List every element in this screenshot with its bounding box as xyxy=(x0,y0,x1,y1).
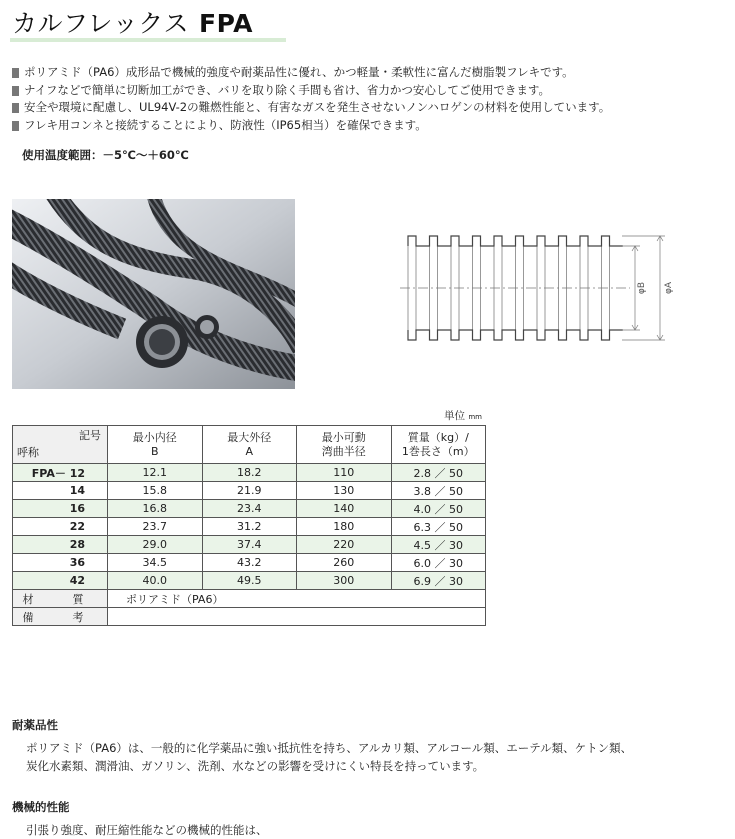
header-bend-radius: 最小可動 湾曲半径 xyxy=(297,426,392,464)
product-photo xyxy=(12,199,295,389)
table-row: 14 15.8 21.9 130 3.8 ／ 50 xyxy=(13,482,486,500)
feature-item: 安全や環境に配慮し、UL94V-2の難燃性能と、有害なガスを発生させないノンハロゲンの材料を使用しています。 xyxy=(12,99,727,117)
section-text-mechanical: 引張り強度、耐圧縮性能などの機械的性能は、 xyxy=(26,823,268,837)
feature-item: ナイフなどで簡単に切断加工ができ、バリを取り除く手間も省け、省力かつ安心してご使用できます。 xyxy=(12,82,727,100)
header-mass-length: 質量（kg）/ 1巻長さ（m） xyxy=(391,426,486,464)
cross-section-diagram xyxy=(400,222,700,354)
table-row: 36 34.5 43.2 260 6.0 ／ 30 xyxy=(13,554,486,572)
header-outer-diameter: 最大外径 A xyxy=(202,426,297,464)
corner-header: 記号 呼称 xyxy=(13,426,108,464)
spec-table xyxy=(12,425,486,626)
tube-outline xyxy=(408,236,623,246)
section-heading-chemical: 耐薬品性 xyxy=(12,718,58,732)
bullet-icon xyxy=(12,86,19,96)
table-row: 42 40.0 49.5 300 6.9 ／ 30 xyxy=(13,572,486,590)
temperature-range: 使用温度範囲：－5℃～＋60℃ xyxy=(22,148,189,162)
feature-list xyxy=(12,64,727,134)
bullet-icon xyxy=(12,68,19,78)
bullet-icon xyxy=(12,103,19,113)
remarks-row: 備 考 xyxy=(13,608,486,626)
table-row: 22 23.7 31.2 180 6.3 ／ 50 xyxy=(13,518,486,536)
material-row: 材 質 ポリアミド（PA6） xyxy=(13,590,486,608)
bullet-icon xyxy=(12,121,19,131)
section-text-chemical: ポリアミド（PA6）は、一般的に化学薬品に強い抵抗性を持ち、アルカリ類、アルコール類、エーテル類、ケトン類、 炭化水素類、潤滑油、ガソリン、洗剤、水などの影響を受けにくい特長を持っています。 xyxy=(26,741,633,773)
diameter-a-label: φA xyxy=(664,281,674,295)
section-heading-mechanical: 機械的性能 xyxy=(12,800,70,814)
table-row: 16 16.8 23.4 140 4.0 ／ 50 xyxy=(13,500,486,518)
tube-outline xyxy=(408,330,623,340)
product-title xyxy=(10,4,286,42)
page-title: カルフレックス FPA xyxy=(12,9,253,38)
table-row: 28 29.0 37.4 220 4.5 ／ 30 xyxy=(13,536,486,554)
table-header-row xyxy=(13,426,486,464)
table-row: FPA－ 12 12.1 18.2 110 2.8 ／ 50 xyxy=(13,464,486,482)
unit-label: 単位 mm xyxy=(444,410,482,422)
feature-item: ポリアミド（PA6）成形品で機械的強度や耐薬品性に優れ、かつ軽量・柔軟性に富んだ樹脂製フレキです。 xyxy=(12,64,727,82)
feature-item: フレキ用コンネと接続することにより、防液性（IP65相当）を確保できます。 xyxy=(12,117,727,135)
header-inner-diameter: 最小内径 B xyxy=(108,426,203,464)
diameter-b-label: φB xyxy=(637,281,647,295)
model-name: FPA xyxy=(199,9,253,38)
